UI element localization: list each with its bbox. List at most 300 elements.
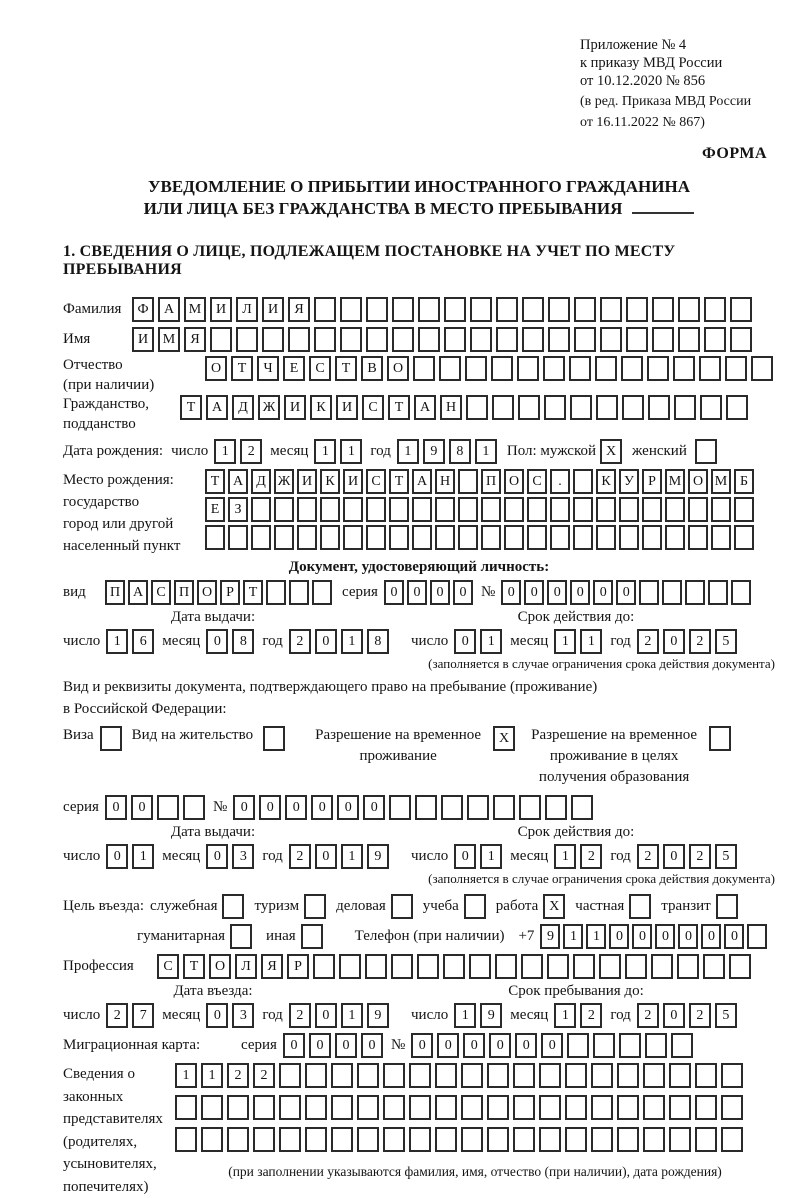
year-label: год bbox=[370, 443, 390, 460]
char-cell bbox=[527, 525, 547, 550]
char-cell: 0 bbox=[701, 924, 721, 949]
residence-valid-month bbox=[554, 844, 602, 869]
char-cell bbox=[383, 1127, 405, 1152]
char-cell: Т bbox=[205, 469, 225, 494]
char-cell bbox=[279, 1095, 301, 1120]
char-cell: И bbox=[297, 469, 317, 494]
char-cell bbox=[519, 795, 541, 820]
char-cell bbox=[513, 1063, 535, 1088]
char-cell: Р bbox=[642, 469, 662, 494]
char-cell bbox=[266, 580, 286, 605]
entry-year bbox=[289, 1003, 389, 1028]
residence-intro-line1: Вид и реквизиты документа, подтверждающего право на пребывание (проживание) bbox=[63, 676, 775, 698]
char-cell: О bbox=[688, 469, 708, 494]
char-cell: 0 bbox=[206, 844, 228, 869]
char-cell bbox=[665, 497, 685, 522]
char-cell bbox=[222, 894, 244, 919]
char-cell bbox=[642, 497, 662, 522]
char-cell: 0 bbox=[724, 924, 744, 949]
valid-until-header: Срок действия до: bbox=[411, 824, 741, 841]
char-cell: Ч bbox=[257, 356, 279, 381]
char-cell bbox=[366, 497, 386, 522]
char-cell bbox=[297, 497, 317, 522]
char-cell: 8 bbox=[232, 629, 254, 654]
char-cell bbox=[674, 395, 696, 420]
char-cell bbox=[458, 525, 478, 550]
birth-day-cells bbox=[214, 439, 262, 464]
char-cell bbox=[574, 327, 596, 352]
char-cell bbox=[600, 297, 622, 322]
month-label: месяц bbox=[510, 848, 548, 865]
representatives-label-line: (родителях, bbox=[63, 1131, 175, 1154]
char-cell bbox=[571, 795, 593, 820]
char-cell bbox=[619, 1033, 641, 1058]
surname-cells bbox=[132, 297, 752, 322]
representatives-cells-stack bbox=[175, 1063, 775, 1152]
char-cell bbox=[685, 580, 705, 605]
passport-valid-group bbox=[411, 629, 775, 654]
year-label: год bbox=[610, 633, 630, 650]
doc-seriya-cells bbox=[384, 580, 473, 605]
char-cell: 5 bbox=[715, 844, 737, 869]
char-cell: Я bbox=[261, 954, 283, 979]
migration-card-row bbox=[63, 1032, 775, 1059]
char-cell bbox=[339, 954, 361, 979]
char-cell bbox=[522, 327, 544, 352]
char-cell: 0 bbox=[678, 924, 698, 949]
char-cell bbox=[439, 356, 461, 381]
char-cell: 1 bbox=[106, 629, 128, 654]
appendix-block bbox=[580, 36, 775, 132]
residence-options-row bbox=[63, 725, 775, 788]
day-label: число bbox=[411, 633, 448, 650]
char-cell bbox=[495, 954, 517, 979]
char-cell: . bbox=[550, 469, 570, 494]
char-cell: 1 bbox=[554, 844, 576, 869]
char-cell bbox=[227, 1127, 249, 1152]
char-cell bbox=[593, 1033, 615, 1058]
char-cell: X bbox=[600, 439, 622, 464]
residence-valid-group bbox=[411, 844, 775, 869]
char-cell bbox=[570, 395, 592, 420]
char-cell: 0 bbox=[335, 1033, 357, 1058]
char-cell: Т bbox=[335, 356, 357, 381]
stay-day bbox=[454, 1003, 502, 1028]
day-label: число bbox=[63, 1007, 100, 1024]
char-cell: В bbox=[361, 356, 383, 381]
char-cell bbox=[573, 954, 595, 979]
char-cell bbox=[470, 327, 492, 352]
char-cell bbox=[669, 1095, 691, 1120]
char-cell bbox=[711, 497, 731, 522]
char-cell: 0 bbox=[663, 1003, 685, 1028]
char-cell bbox=[458, 497, 478, 522]
char-cell bbox=[409, 1127, 431, 1152]
residence-permit-label: Вид на жительство bbox=[132, 725, 253, 746]
profession-label: Профессия bbox=[63, 958, 157, 975]
birth-month-cells bbox=[314, 439, 362, 464]
char-cell bbox=[227, 1095, 249, 1120]
char-cell bbox=[671, 1033, 693, 1058]
char-cell bbox=[730, 327, 752, 352]
birthplace-label-line: Место рождения: bbox=[63, 469, 205, 491]
char-cell bbox=[695, 1127, 717, 1152]
char-cell bbox=[626, 297, 648, 322]
sex-male-checkbox bbox=[600, 439, 622, 464]
temp-residence-checkbox bbox=[493, 726, 515, 751]
sex-male-label: Пол: мужской bbox=[507, 443, 596, 460]
char-cell: 2 bbox=[637, 629, 659, 654]
char-cell bbox=[304, 894, 326, 919]
char-cell bbox=[409, 1095, 431, 1120]
char-cell bbox=[622, 395, 644, 420]
purpose-tourism-label: туризм bbox=[254, 898, 299, 915]
residence-seriya-row bbox=[63, 794, 775, 821]
char-cell: 0 bbox=[259, 795, 281, 820]
day-label: число bbox=[411, 1007, 448, 1024]
char-cell bbox=[444, 297, 466, 322]
passport-valid-year bbox=[637, 629, 737, 654]
char-cell: Л bbox=[236, 297, 258, 322]
char-cell bbox=[389, 525, 409, 550]
representatives-row3-cells bbox=[175, 1127, 775, 1152]
char-cell: П bbox=[481, 469, 501, 494]
char-cell: 2 bbox=[227, 1063, 249, 1088]
purpose-commercial bbox=[336, 894, 413, 919]
char-cell: 1 bbox=[554, 629, 576, 654]
char-cell: 0 bbox=[106, 844, 128, 869]
form-title-line2-text: ИЛИ ЛИЦА БЕЗ ГРАЖДАНСТВА В МЕСТО ПРЕБЫВАНИЯ bbox=[144, 199, 623, 218]
amendment-line: от 16.11.2022 № 867) bbox=[580, 114, 775, 132]
char-cell: 0 bbox=[407, 580, 427, 605]
visa-label: Виза bbox=[63, 725, 94, 746]
char-cell bbox=[481, 525, 501, 550]
char-cell bbox=[729, 954, 751, 979]
char-cell: 0 bbox=[363, 795, 385, 820]
char-cell: 9 bbox=[423, 439, 445, 464]
purpose-business-checkbox bbox=[222, 894, 244, 919]
char-cell: 0 bbox=[463, 1033, 485, 1058]
char-cell: Д bbox=[232, 395, 254, 420]
char-cell bbox=[596, 525, 616, 550]
citizenship-label bbox=[63, 395, 180, 434]
char-cell: 1 bbox=[201, 1063, 223, 1088]
form-title bbox=[63, 176, 775, 220]
passport-valid-month bbox=[554, 629, 602, 654]
sex-female-label: женский bbox=[632, 443, 687, 460]
char-cell: 0 bbox=[361, 1033, 383, 1058]
char-cell bbox=[279, 1127, 301, 1152]
char-cell bbox=[279, 1063, 301, 1088]
purpose-other-label: иная bbox=[266, 928, 296, 945]
char-cell bbox=[157, 795, 179, 820]
char-cell: 0 bbox=[437, 1033, 459, 1058]
year-label: год bbox=[610, 1007, 630, 1024]
char-cell bbox=[504, 525, 524, 550]
char-cell: 2 bbox=[289, 629, 311, 654]
char-cell bbox=[573, 497, 593, 522]
passport-dates bbox=[63, 609, 775, 654]
char-cell: О bbox=[197, 580, 217, 605]
representatives-row1-cells bbox=[175, 1063, 775, 1088]
stay-until-group bbox=[411, 1003, 775, 1028]
char-cell: 2 bbox=[253, 1063, 275, 1088]
char-cell: 0 bbox=[541, 1033, 563, 1058]
char-cell bbox=[357, 1127, 379, 1152]
char-cell bbox=[409, 1063, 431, 1088]
char-cell: 5 bbox=[715, 1003, 737, 1028]
char-cell bbox=[289, 580, 309, 605]
stay-year bbox=[637, 1003, 737, 1028]
char-cell: 2 bbox=[580, 1003, 602, 1028]
char-cell bbox=[481, 497, 501, 522]
char-cell bbox=[574, 297, 596, 322]
char-cell bbox=[591, 1127, 613, 1152]
char-cell: 1 bbox=[586, 924, 606, 949]
char-cell bbox=[700, 395, 722, 420]
char-cell: 0 bbox=[206, 1003, 228, 1028]
purpose-private-label: частная bbox=[575, 898, 624, 915]
char-cell bbox=[366, 297, 388, 322]
sex-female-checkbox bbox=[695, 439, 717, 464]
char-cell: 2 bbox=[689, 844, 711, 869]
char-cell bbox=[527, 497, 547, 522]
purpose-commercial-checkbox bbox=[391, 894, 413, 919]
char-cell bbox=[301, 924, 323, 949]
residence-dates bbox=[63, 824, 775, 869]
birthplace-label bbox=[63, 469, 205, 557]
birth-year-cells bbox=[397, 439, 497, 464]
year-label: год bbox=[610, 848, 630, 865]
purpose-commercial-label: деловая bbox=[336, 898, 386, 915]
purpose-humanitarian-label: гуманитарная bbox=[137, 928, 225, 945]
char-cell bbox=[228, 525, 248, 550]
surname-row bbox=[63, 296, 775, 323]
char-cell: М bbox=[711, 469, 731, 494]
char-cell bbox=[461, 1095, 483, 1120]
char-cell bbox=[487, 1127, 509, 1152]
day-label: число bbox=[171, 443, 208, 460]
char-cell bbox=[230, 924, 252, 949]
residence-valid-day bbox=[454, 844, 502, 869]
char-cell bbox=[591, 1063, 613, 1088]
char-cell bbox=[678, 297, 700, 322]
char-cell bbox=[418, 327, 440, 352]
char-cell bbox=[517, 356, 539, 381]
day-label: число bbox=[411, 848, 448, 865]
citizenship-label-line2: подданство bbox=[63, 415, 180, 435]
appendix-line: к приказу МВД России bbox=[580, 54, 775, 72]
char-cell bbox=[320, 525, 340, 550]
title-blank-underline bbox=[632, 212, 694, 214]
char-cell bbox=[365, 954, 387, 979]
stay-until-header: Срок пребывания до: bbox=[411, 983, 741, 1000]
patronymic-row bbox=[63, 356, 775, 395]
passport-issue-month bbox=[206, 629, 254, 654]
char-cell bbox=[469, 954, 491, 979]
char-cell bbox=[591, 1095, 613, 1120]
purpose-other bbox=[266, 924, 323, 949]
char-cell bbox=[251, 497, 271, 522]
char-cell bbox=[695, 439, 717, 464]
char-cell bbox=[331, 1127, 353, 1152]
char-cell bbox=[435, 1063, 457, 1088]
char-cell bbox=[569, 356, 591, 381]
residence-valid-col bbox=[411, 824, 775, 869]
char-cell: О bbox=[504, 469, 524, 494]
char-cell bbox=[466, 395, 488, 420]
char-cell: С bbox=[151, 580, 171, 605]
purpose-humanitarian bbox=[137, 924, 252, 949]
char-cell bbox=[677, 954, 699, 979]
char-cell bbox=[704, 327, 726, 352]
char-cell: 2 bbox=[289, 1003, 311, 1028]
char-cell bbox=[665, 525, 685, 550]
option-residence-permit bbox=[132, 725, 285, 751]
char-cell: 0 bbox=[616, 580, 636, 605]
char-cell: 0 bbox=[570, 580, 590, 605]
char-cell: 1 bbox=[397, 439, 419, 464]
char-cell bbox=[545, 795, 567, 820]
char-cell: П bbox=[174, 580, 194, 605]
char-cell bbox=[493, 795, 515, 820]
char-cell: 0 bbox=[593, 580, 613, 605]
char-cell bbox=[417, 954, 439, 979]
char-cell bbox=[643, 1127, 665, 1152]
char-cell bbox=[596, 497, 616, 522]
char-cell: Л bbox=[235, 954, 257, 979]
char-cell: О bbox=[387, 356, 409, 381]
doc-kind-label: вид bbox=[63, 584, 105, 601]
char-cell: 1 bbox=[480, 844, 502, 869]
purpose-row bbox=[63, 893, 775, 920]
char-cell bbox=[734, 525, 754, 550]
char-cell bbox=[643, 1095, 665, 1120]
char-cell bbox=[461, 1127, 483, 1152]
char-cell bbox=[357, 1063, 379, 1088]
char-cell bbox=[343, 525, 363, 550]
char-cell: 1 bbox=[341, 629, 363, 654]
seriya-label: серия bbox=[241, 1037, 277, 1054]
char-cell bbox=[435, 1095, 457, 1120]
day-label: число bbox=[63, 848, 100, 865]
identity-doc-row bbox=[63, 579, 775, 606]
char-cell bbox=[313, 954, 335, 979]
char-cell bbox=[366, 525, 386, 550]
char-cell bbox=[487, 1095, 509, 1120]
char-cell bbox=[415, 795, 437, 820]
char-cell: 0 bbox=[454, 629, 476, 654]
char-cell bbox=[343, 497, 363, 522]
char-cell bbox=[647, 356, 669, 381]
residence-issue-month bbox=[206, 844, 254, 869]
char-cell bbox=[340, 297, 362, 322]
purpose-work bbox=[496, 894, 566, 919]
char-cell bbox=[716, 894, 738, 919]
option-temp-residence bbox=[309, 725, 515, 767]
month-label: месяц bbox=[510, 633, 548, 650]
passport-issue-group bbox=[63, 629, 411, 654]
purpose-tourism bbox=[254, 894, 326, 919]
char-cell bbox=[435, 497, 455, 522]
char-cell bbox=[643, 1063, 665, 1088]
citizenship-label-line1: Гражданство, bbox=[63, 395, 180, 415]
birthdate-row bbox=[63, 438, 775, 465]
appendix-line: Приложение № 4 bbox=[580, 36, 775, 54]
char-cell bbox=[418, 297, 440, 322]
char-cell bbox=[465, 356, 487, 381]
char-cell: Е bbox=[205, 497, 225, 522]
char-cell: З bbox=[228, 497, 248, 522]
char-cell bbox=[210, 327, 232, 352]
char-cell bbox=[619, 525, 639, 550]
limit-note: (заполняется в случае ограничения срока действия документа) bbox=[63, 656, 775, 672]
char-cell: 2 bbox=[106, 1003, 128, 1028]
char-cell bbox=[412, 525, 432, 550]
form-title-line1: УВЕДОМЛЕНИЕ О ПРИБЫТИИ ИНОСТРАННОГО ГРАЖДАНИНА bbox=[63, 176, 775, 198]
char-cell bbox=[652, 327, 674, 352]
char-cell bbox=[305, 1063, 327, 1088]
char-cell: 3 bbox=[232, 1003, 254, 1028]
char-cell: 0 bbox=[632, 924, 652, 949]
char-cell bbox=[539, 1127, 561, 1152]
char-cell: 1 bbox=[132, 844, 154, 869]
char-cell: 0 bbox=[315, 1003, 337, 1028]
representatives-label-line: попечителях) bbox=[63, 1176, 175, 1198]
char-cell: 1 bbox=[214, 439, 236, 464]
patronymic-label-line1: Отчество bbox=[63, 356, 205, 376]
purpose-study-label: учеба bbox=[423, 898, 459, 915]
char-cell: Т bbox=[389, 469, 409, 494]
char-cell: К bbox=[596, 469, 616, 494]
char-cell bbox=[392, 327, 414, 352]
char-cell bbox=[513, 1127, 535, 1152]
char-cell: А bbox=[228, 469, 248, 494]
char-cell bbox=[550, 525, 570, 550]
purpose-tourism-checkbox bbox=[304, 894, 326, 919]
char-cell: 8 bbox=[367, 629, 389, 654]
entry-dates bbox=[63, 983, 775, 1028]
residence-intro-line2: в Российской Федерации: bbox=[63, 698, 775, 720]
char-cell: X bbox=[493, 726, 515, 751]
surname-label: Фамилия bbox=[63, 301, 132, 318]
char-cell: Р bbox=[287, 954, 309, 979]
char-cell bbox=[435, 1127, 457, 1152]
char-cell bbox=[392, 297, 414, 322]
char-cell bbox=[464, 894, 486, 919]
patronymic-label bbox=[63, 356, 205, 395]
char-cell bbox=[725, 356, 747, 381]
char-cell bbox=[567, 1033, 589, 1058]
char-cell bbox=[461, 1063, 483, 1088]
char-cell: 0 bbox=[655, 924, 675, 949]
char-cell: Б bbox=[734, 469, 754, 494]
char-cell: 9 bbox=[480, 1003, 502, 1028]
char-cell bbox=[625, 954, 647, 979]
purpose-humanitarian-checkbox bbox=[230, 924, 252, 949]
char-cell bbox=[391, 894, 413, 919]
char-cell bbox=[626, 327, 648, 352]
purpose-work-checkbox bbox=[543, 894, 565, 919]
char-cell: М bbox=[158, 327, 180, 352]
char-cell: 1 bbox=[341, 1003, 363, 1028]
char-cell: 0 bbox=[285, 795, 307, 820]
char-cell: У bbox=[619, 469, 639, 494]
char-cell: Т bbox=[231, 356, 253, 381]
char-cell bbox=[383, 1063, 405, 1088]
char-cell bbox=[621, 356, 643, 381]
char-cell bbox=[487, 1063, 509, 1088]
